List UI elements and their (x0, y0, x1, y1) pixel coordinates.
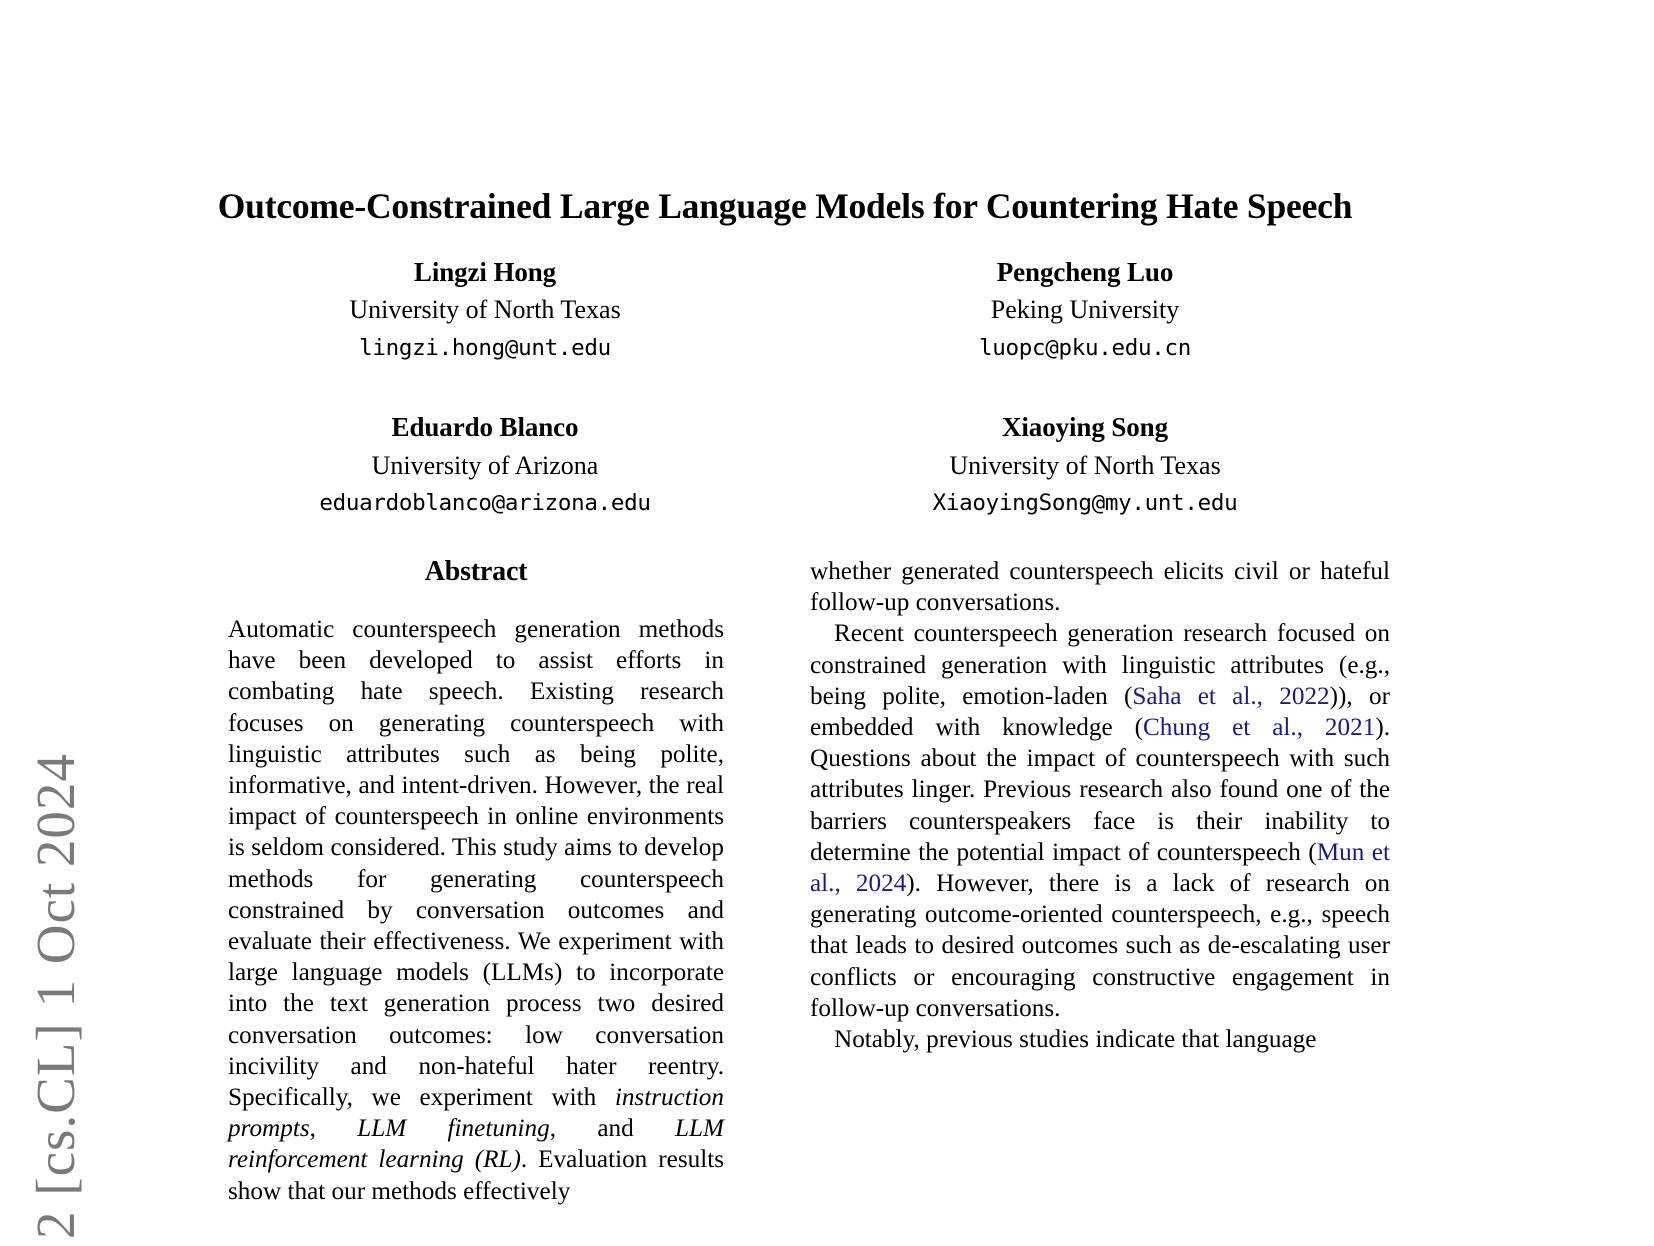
body-columns (228, 556, 1390, 1246)
author-row (185, 409, 1385, 521)
abstract-paragraph (228, 614, 724, 1207)
citation-link-mun-2024[interactable]: Mun et al., 2024 (810, 838, 1390, 898)
intro-paragraph-related-work (810, 618, 1390, 1024)
author-block (185, 254, 1385, 521)
left-column (228, 556, 724, 1246)
author-name: Pengcheng Luo (996, 257, 1174, 287)
abstract-emphasis-instruction-prompts: instruction prompts (228, 1084, 724, 1143)
author-affiliation: Peking University (990, 295, 1180, 325)
abstract-text-a: Automatic counterspeech generation methods have been developed to assist efforts in combating hate speech. Existing research focuses on generating counterspeech with linguistic attributes such as being polite, informative, and intent-driven. However, the real impact of counterspeech in online environments is seldom considered. This study aims to develop methods for generating counterspeech constrained by conversation outcomes and evaluate their effectiveness. We experiment with large language models (LLMs) to incorporate into the text generation process two desired conversation outcomes: low conversation incivility and non-hateful hater reentry. Specifically, we experiment with (228, 616, 724, 1112)
author-entry-3 (185, 409, 785, 521)
intro-text-a: Recent counterspeech generation research focused on constrained generation with linguistic attributes (e.g., being polite, emotion-laden ( (810, 620, 1390, 710)
citation-link-chung-2021[interactable]: Chung et al., 2021 (1143, 714, 1376, 742)
author-name: Xiaoying Song (1002, 412, 1168, 443)
author-affiliation: University of Arizona (371, 450, 599, 480)
abstract-heading: Abstract (424, 556, 528, 587)
abstract-text-d: . Evaluation results show that our methods effectively (228, 1146, 725, 1205)
author-entry-4 (785, 409, 1385, 521)
arxiv-stamp-text: 2 [cs.CL] 1 Oct 2024 (24, 753, 86, 1239)
author-entry-2 (785, 254, 1385, 366)
author-email[interactable]: XiaoyingSong@my.unt.edu (932, 490, 1238, 517)
abstract-text-c: , and (549, 1115, 675, 1143)
intro-text-b: )), or embedded with knowledge ( (810, 682, 1391, 742)
intro-text-d: ). However, there is a lack of research on generating outcome-oriented counterspeech, e.g., speech that leads to desired outcomes such as de-escalating user conflicts or encouraging constructive engagement in follow-up conversations. (810, 870, 1390, 1022)
right-column (810, 556, 1390, 1246)
author-affiliation: University of North Texas (949, 450, 1221, 480)
author-email[interactable]: eduardoblanco@arizona.edu (319, 490, 651, 517)
author-name: Lingzi Hong (413, 257, 557, 287)
abstract-text-b: , (309, 1115, 358, 1143)
abstract-emphasis-llm-rl: LLM reinforcement learning (RL) (228, 1115, 724, 1174)
intro-paragraph-notably: Notably, previous studies indicate that language (834, 1026, 1317, 1054)
page-title: Outcome-Constrained Large Language Models for Countering Hate Speech (217, 186, 1353, 226)
author-name: Eduardo Blanco (391, 412, 579, 443)
author-affiliation: University of North Texas (349, 295, 621, 325)
citation-link-saha-2022[interactable]: Saha et al., 2022 (1132, 682, 1330, 710)
intro-paragraph-continued: whether generated counterspeech elicits civil or hateful follow-up conversations. (810, 558, 1390, 617)
author-email[interactable]: lingzi.hong@unt.edu (359, 335, 611, 362)
intro-text-c: ). Questions about the impact of counterspeech with such attributes linger. Previous research also found one of the barriers counterspeakers face is their inability to determine the potential impact of counterspeech ( (810, 714, 1390, 866)
author-row (185, 254, 1385, 366)
author-email[interactable]: luopc@pku.edu.cn (979, 335, 1191, 362)
author-entry-1 (185, 254, 785, 366)
abstract-emphasis-llm-finetuning: LLM finetuning (357, 1115, 550, 1143)
